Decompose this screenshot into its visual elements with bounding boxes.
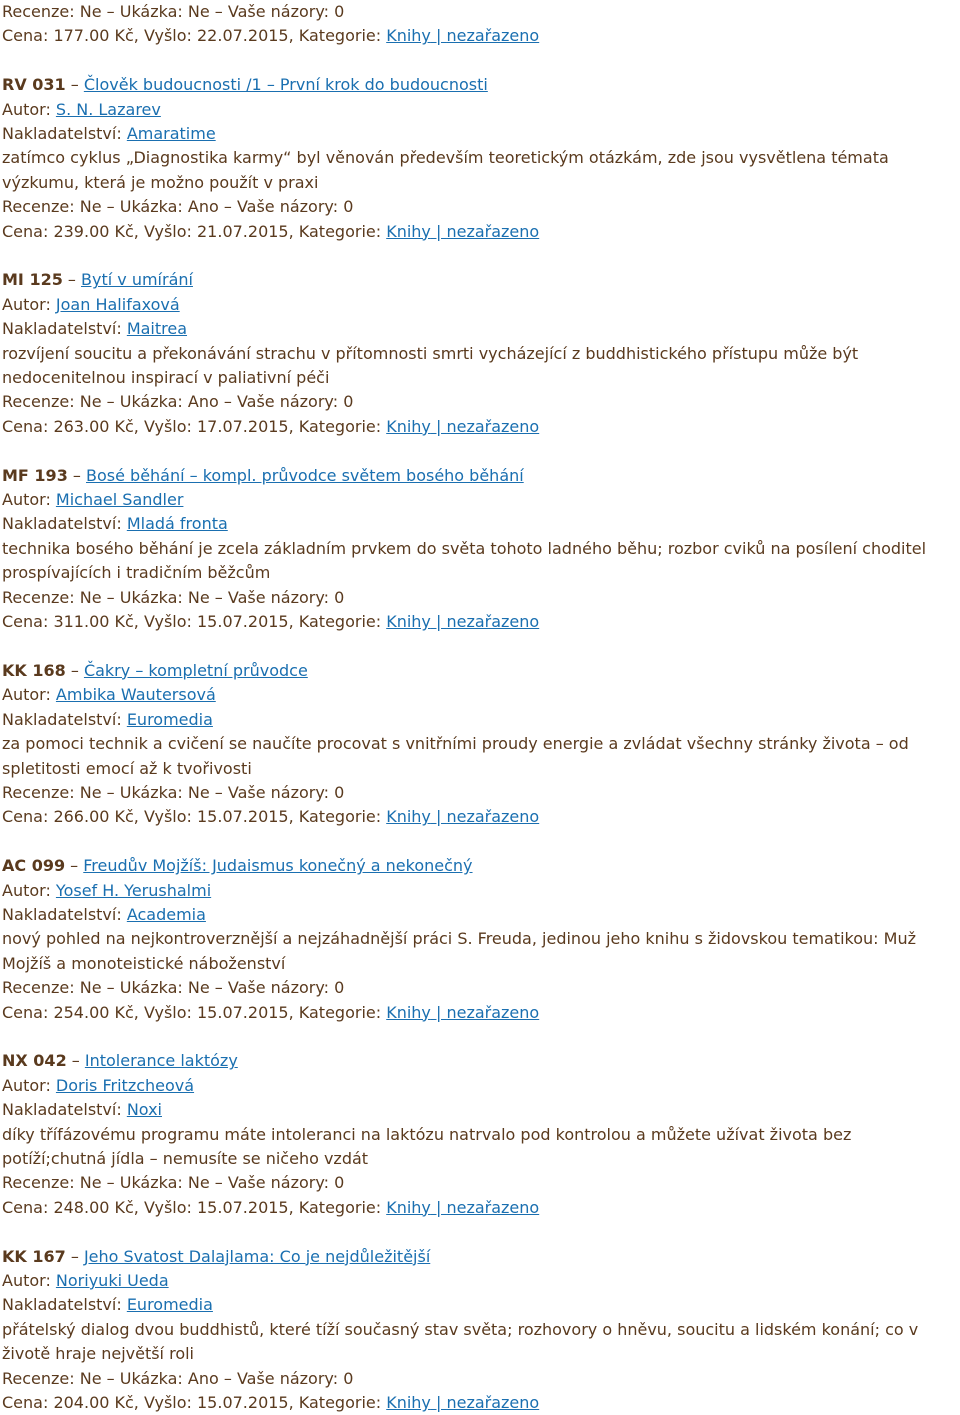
publisher-line xyxy=(2,1098,958,1122)
book-heading xyxy=(2,854,958,878)
price-line xyxy=(2,1001,958,1025)
dash: – xyxy=(65,856,84,876)
dash: – xyxy=(65,1246,84,1266)
book-description: technika bosého běhání je zcela základním prvkem do světa tohoto ladného běhu; rozbor cviků na posílení choditel prospívajících i tradičním běžcům xyxy=(2,538,927,583)
review-line: Recenze: Ne – Ukázka: Ano – Vaše názory: 0 xyxy=(2,392,354,412)
author-link[interactable]: S. N. Lazarev xyxy=(55,99,161,119)
book-entry xyxy=(2,854,958,1025)
book-entry xyxy=(2,73,958,244)
book-code: NX 042 xyxy=(2,1051,67,1071)
price-line xyxy=(2,220,958,244)
book-code: KK 167 xyxy=(2,1246,66,1266)
category-separator[interactable]: | xyxy=(430,26,447,46)
category-link-nezarazeno[interactable]: nezařazeno xyxy=(446,807,540,827)
book-description: přátelský dialog dvou buddhistů, které tíží současný stav světa; rozhovory o hněvu, soucitu a lidském konání; co v životě hraje největší roli xyxy=(2,1319,919,1364)
author-line xyxy=(2,1074,958,1098)
review-line: Recenze: Ne – Ukázka: Ne – Vaše názory: 0 xyxy=(2,2,345,21)
category-link-knihy[interactable]: Knihy xyxy=(386,221,431,241)
price-info: Cena: 266.00 Kč, Vyšlo: 15.07.2015, Kategorie: xyxy=(2,807,387,827)
category-link-nezarazeno[interactable]: nezařazeno xyxy=(446,26,540,46)
price-info: Cena: 254.00 Kč, Vyšlo: 15.07.2015, Kategorie: xyxy=(2,1002,387,1022)
author-label: Autor: xyxy=(2,1271,56,1291)
price-info: Cena: 311.00 Kč, Vyšlo: 15.07.2015, Kategorie: xyxy=(2,612,387,632)
price-line xyxy=(2,415,958,439)
category-separator[interactable]: | xyxy=(430,1197,447,1217)
book-title-link[interactable]: Freudův Mojžíš: Judaismus konečný a nekonečný xyxy=(83,856,473,876)
publisher-line xyxy=(2,122,958,146)
book-code: MF 193 xyxy=(2,465,68,485)
publisher-label: Nakladatelství: xyxy=(2,1100,127,1120)
top-entry-tail xyxy=(2,0,958,49)
book-description: rozvíjení soucitu a překonávání strachu v přítomnosti smrti vycházející z buddhistického přístupu může být nedocenitelnou inspirací v paliativní péči xyxy=(2,343,859,388)
review-line: Recenze: Ne – Ukázka: Ne – Vaše názory: 0 xyxy=(2,1173,345,1193)
publisher-link[interactable]: Academia xyxy=(126,904,206,924)
category-separator[interactable]: | xyxy=(430,1393,447,1413)
book-heading xyxy=(2,659,958,683)
category-separator[interactable]: | xyxy=(430,416,447,436)
price-info: Cena: 239.00 Kč, Vyšlo: 21.07.2015, Kategorie: xyxy=(2,221,387,241)
book-title-link[interactable]: Čakry – kompletní průvodce xyxy=(83,660,308,680)
publisher-line xyxy=(2,317,958,341)
author-link[interactable]: Joan Halifaxová xyxy=(55,294,180,314)
publisher-link[interactable]: Maitrea xyxy=(126,319,188,339)
publisher-label: Nakladatelství: xyxy=(2,1295,127,1315)
category-link-nezarazeno[interactable]: nezařazeno xyxy=(446,221,540,241)
book-code: MI 125 xyxy=(2,270,63,290)
author-label: Autor: xyxy=(2,294,56,314)
author-label: Autor: xyxy=(2,685,56,705)
publisher-label: Nakladatelství: xyxy=(2,904,127,924)
book-heading xyxy=(2,268,958,292)
book-heading xyxy=(2,464,958,488)
category-link-knihy[interactable]: Knihy xyxy=(386,416,431,436)
author-line xyxy=(2,879,958,903)
book-entry xyxy=(2,659,958,830)
author-link[interactable]: Doris Fritzcheová xyxy=(55,1075,195,1095)
publisher-label: Nakladatelství: xyxy=(2,514,127,534)
publisher-line xyxy=(2,708,958,732)
author-link[interactable]: Noriyuki Ueda xyxy=(55,1271,169,1291)
price-line xyxy=(2,1391,958,1415)
price-info: Cena: 263.00 Kč, Vyšlo: 17.07.2015, Kategorie: xyxy=(2,416,387,436)
author-line xyxy=(2,683,958,707)
dash: – xyxy=(62,270,82,290)
publisher-label: Nakladatelství: xyxy=(2,709,127,729)
price-line xyxy=(2,610,958,634)
category-link-nezarazeno[interactable]: nezařazeno xyxy=(446,1197,540,1217)
category-separator[interactable]: | xyxy=(430,221,447,241)
book-entry xyxy=(2,464,958,635)
publisher-link[interactable]: Mladá fronta xyxy=(126,514,228,534)
author-label: Autor: xyxy=(2,880,56,900)
dash: – xyxy=(65,660,84,680)
author-line xyxy=(2,488,958,512)
category-link-knihy[interactable]: Knihy xyxy=(386,1393,431,1413)
publisher-line xyxy=(2,1293,958,1317)
book-heading xyxy=(2,73,958,97)
book-title-link[interactable]: Jeho Svatost Dalajlama: Co je nejdůležitější xyxy=(83,1246,431,1266)
book-description: díky třífázovému programu máte intoleranci na laktózu natrvalo pod kontrolou a můžete užívat života bez potíží;chutná jídla – nemusíte se ničeho vzdát xyxy=(2,1124,852,1168)
category-link-knihy[interactable]: Knihy xyxy=(386,1197,431,1217)
price-line xyxy=(2,1196,958,1220)
publisher-link[interactable]: Euromedia xyxy=(126,1295,213,1315)
review-line: Recenze: Ne – Ukázka: Ne – Vaše názory: 0 xyxy=(2,782,345,802)
publisher-link[interactable]: Amaratime xyxy=(126,124,216,144)
publisher-link[interactable]: Noxi xyxy=(126,1100,162,1120)
price-info: Cena: 177.00 Kč, Vyšlo: 22.07.2015, Kategorie: xyxy=(2,26,387,46)
review-line: Recenze: Ne – Ukázka: Ne – Vaše názory: 0 xyxy=(2,978,345,998)
book-entry xyxy=(2,268,958,439)
category-separator[interactable]: | xyxy=(430,807,447,827)
publisher-label: Nakladatelství: xyxy=(2,124,127,144)
author-link[interactable]: Michael Sandler xyxy=(55,490,184,510)
dash: – xyxy=(66,1051,85,1071)
publisher-line xyxy=(2,903,958,927)
author-line xyxy=(2,98,958,122)
book-description: nový pohled na nejkontroverznější a nejzáhadnější práci S. Freuda, jedinou jeho knihu s židovskou tematikou: Muž Mojžíš a monoteistické náboženství xyxy=(2,929,916,973)
book-entry xyxy=(2,1049,958,1220)
publisher-label: Nakladatelství: xyxy=(2,319,127,339)
author-line xyxy=(2,1269,958,1293)
category-separator[interactable]: | xyxy=(430,612,447,632)
review-line: Recenze: Ne – Ukázka: Ano – Vaše názory: 0 xyxy=(2,1368,354,1388)
book-title-link[interactable]: Bytí v umírání xyxy=(81,270,193,290)
book-code: KK 168 xyxy=(2,660,66,680)
price-info: Cena: 248.00 Kč, Vyšlo: 15.07.2015, Kategorie: xyxy=(2,1197,387,1217)
book-title-link[interactable]: Člověk budoucnosti /1 – První krok do budoucnosti xyxy=(83,75,488,95)
category-link-nezarazeno[interactable]: nezařazeno xyxy=(446,416,540,436)
category-link-knihy[interactable]: Knihy xyxy=(386,807,431,827)
author-label: Autor: xyxy=(2,1075,56,1095)
category-link-knihy[interactable]: Knihy xyxy=(386,612,431,632)
dash: – xyxy=(67,465,86,485)
book-heading xyxy=(2,1245,958,1269)
author-line xyxy=(2,293,958,317)
book-title-link[interactable]: Intolerance laktózy xyxy=(84,1051,238,1071)
review-line: Recenze: Ne – Ukázka: Ne – Vaše názory: 0 xyxy=(2,587,345,607)
book-heading xyxy=(2,1049,958,1073)
book-code: RV 031 xyxy=(2,75,66,95)
category-separator[interactable]: | xyxy=(430,1002,447,1022)
dash: – xyxy=(65,75,84,95)
category-link-nezarazeno[interactable]: nezařazeno xyxy=(446,612,540,632)
book-title-link[interactable]: Bosé běhání – kompl. průvodce světem bosého běhání xyxy=(86,465,524,485)
category-link-nezarazeno[interactable]: nezařazeno xyxy=(446,1393,540,1413)
author-link[interactable]: Yosef H. Yerushalmi xyxy=(55,880,212,900)
author-label: Autor: xyxy=(2,99,56,119)
price-line xyxy=(2,24,958,48)
book-description: za pomoci technik a cvičení se naučíte procovat s vnitřními proudy energie a zvládat všechny stránky života – od spletitosti emocí až k tvořivosti xyxy=(2,734,909,778)
book-code: AC 099 xyxy=(2,856,66,876)
author-link[interactable]: Ambika Wautersová xyxy=(55,685,216,705)
review-line: Recenze: Ne – Ukázka: Ano – Vaše názory: 0 xyxy=(2,197,354,217)
book-entry xyxy=(2,1245,958,1415)
category-link-nezarazeno[interactable]: nezařazeno xyxy=(446,1002,540,1022)
book-description: zatímco cyklus „Diagnostika karmy“ byl věnován především teoretickým otázkám, zde jsou vysvětlena témata výzkumu, která je možno použít v praxi xyxy=(2,148,889,192)
category-link-knihy[interactable]: Knihy xyxy=(386,1002,431,1022)
category-link-knihy[interactable]: Knihy xyxy=(386,26,431,46)
publisher-link[interactable]: Euromedia xyxy=(126,709,213,729)
author-label: Autor: xyxy=(2,490,56,510)
publisher-line xyxy=(2,512,958,536)
price-line xyxy=(2,805,958,829)
price-info: Cena: 204.00 Kč, Vyšlo: 15.07.2015, Kategorie: xyxy=(2,1393,387,1413)
